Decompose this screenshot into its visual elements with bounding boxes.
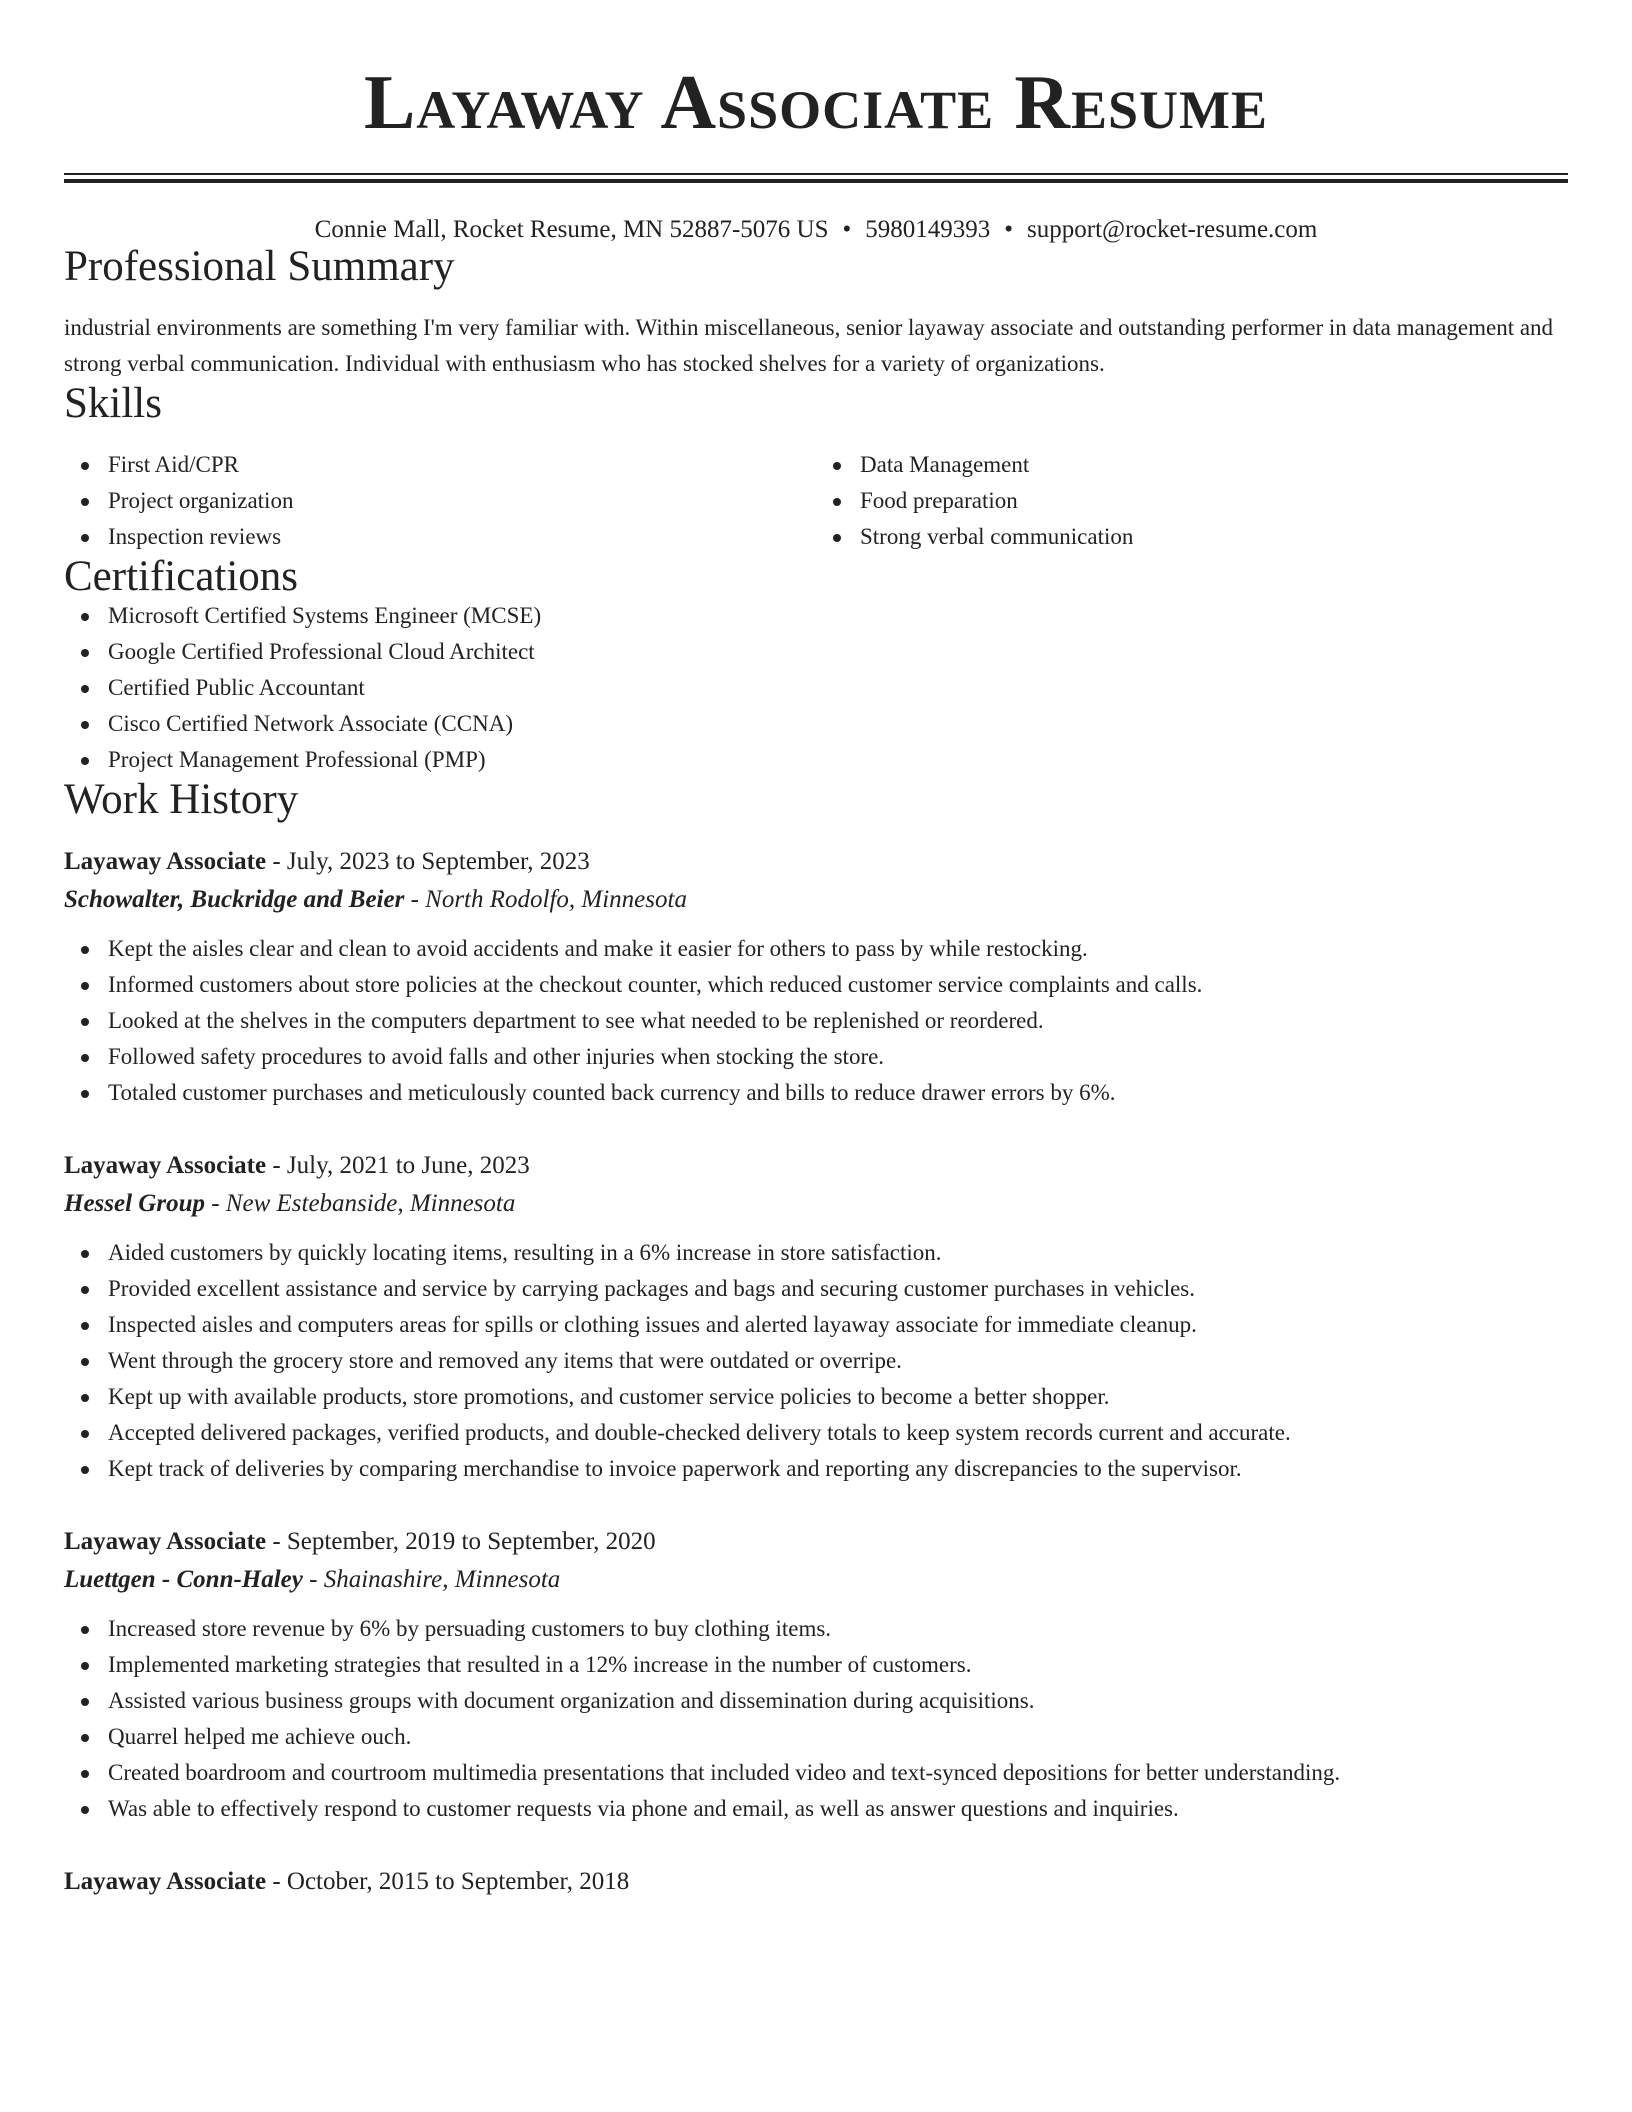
job-header: [64, 1147, 1568, 1185]
job-entry: [64, 1147, 1568, 1487]
job-bullet: Accepted delivered packages, verified products, and double-checked delivery totals to keep system records current and accurate.: [108, 1415, 1568, 1451]
job-bullet: Quarrel helped me achieve ouch.: [108, 1719, 1568, 1755]
job-dates: - July, 2021 to June, 2023: [266, 1152, 530, 1179]
job-bullet: Implemented marketing strategies that resulted in a 12% increase in the number of customers.: [108, 1647, 1568, 1683]
summary-text: industrial environments are something I'm very familiar with. Within miscellaneous, senior layaway associate and outstanding performer in data management and strong verbal communication. Individual with enthusiasm who has stocked shelves for a variety of organizations.: [64, 315, 1554, 376]
certification-item: Google Certified Professional Cloud Architect: [108, 634, 1568, 670]
job-bullet: Provided excellent assistance and service by carrying packages and bags and securing customer purchases in vehicles.: [108, 1271, 1568, 1307]
certification-item: Cisco Certified Network Associate (CCNA): [108, 706, 1568, 742]
skills-heading: Skills: [64, 380, 162, 427]
job-bullet: Kept up with available products, store promotions, and customer service policies to become a better shopper.: [108, 1379, 1568, 1415]
work-history-heading: Work History: [64, 776, 299, 823]
job-employer: [64, 1185, 1568, 1223]
job-header: [64, 1523, 1568, 1561]
resume-title: Layaway Associate Resume: [363, 59, 1269, 145]
certification-item: Certified Public Accountant: [108, 670, 1568, 706]
job-employer: [64, 1561, 1568, 1599]
job-bullet: Totaled customer purchases and meticulously counted back currency and bills to reduce drawer errors by 6%.: [108, 1075, 1568, 1111]
skills-grid: [64, 447, 1568, 555]
job-header: [64, 843, 1568, 881]
contact-line: [64, 215, 1568, 245]
contact-separator: •: [842, 216, 852, 243]
skills-list-right: [816, 447, 1568, 555]
contact-address: Connie Mall, Rocket Resume, MN 52887-5076 US: [314, 216, 829, 243]
skill-item: Data Management: [860, 447, 1568, 483]
skill-item: Project organization: [108, 483, 816, 519]
job-entry: [64, 1863, 1568, 1901]
job-bullet: Inspected aisles and computers areas for spills or clothing issues and alerted layaway associate for immediate cleanup.: [108, 1307, 1568, 1343]
contact-separator: •: [1004, 216, 1014, 243]
certification-item: Microsoft Certified Systems Engineer (MCSE): [108, 598, 1568, 634]
skill-item: Food preparation: [860, 483, 1568, 519]
job-bullet: Went through the grocery store and removed any items that were outdated or overripe.: [108, 1343, 1568, 1379]
job-bullet: Was able to effectively respond to customer requests via phone and email, as well as answer questions and inquiries.: [108, 1791, 1568, 1827]
job-bullet: Aided customers by quickly locating items, resulting in a 6% increase in store satisfaction.: [108, 1235, 1568, 1271]
job-bullets: [64, 1235, 1568, 1487]
contact-email[interactable]: support@rocket-resume.com: [1027, 216, 1318, 243]
job-bullet: Kept the aisles clear and clean to avoid accidents and make it easier for others to pass by while restocking.: [108, 931, 1568, 967]
job-dates: - July, 2023 to September, 2023: [266, 848, 590, 875]
certifications-heading: Certifications: [64, 553, 299, 600]
job-bullet: Followed safety procedures to avoid falls and other injuries when stocking the store.: [108, 1039, 1568, 1075]
job-location: - North Rodolfo, Minnesota: [404, 886, 687, 913]
job-bullet: Looked at the shelves in the computers department to see what needed to be replenished or reordered.: [108, 1003, 1568, 1039]
job-company: Schowalter, Buckridge and Beier: [64, 886, 405, 913]
resume-page: [64, 0, 1568, 1901]
job-location: - New Estebanside, Minnesota: [204, 1190, 516, 1217]
certifications-list: [64, 598, 1568, 778]
job-bullets: [64, 931, 1568, 1111]
contact-phone: 5980149393: [865, 216, 991, 243]
skill-item: First Aid/CPR: [108, 447, 816, 483]
skill-item: Inspection reviews: [108, 519, 816, 555]
job-title: Layaway Associate: [64, 848, 267, 875]
job-company: Luettgen - Conn-Haley: [64, 1566, 303, 1593]
job-title: Layaway Associate: [64, 1868, 267, 1895]
job-title: Layaway Associate: [64, 1152, 267, 1179]
job-bullets: [64, 1611, 1568, 1827]
job-dates: - September, 2019 to September, 2020: [266, 1528, 656, 1555]
job-company: Hessel Group: [64, 1190, 205, 1217]
job-bullet: Increased store revenue by 6% by persuading customers to buy clothing items.: [108, 1611, 1568, 1647]
job-title: Layaway Associate: [64, 1528, 267, 1555]
job-bullet: Kept track of deliveries by comparing merchandise to invoice paperwork and reporting any discrepancies to the supervisor.: [108, 1451, 1568, 1487]
job-entry: [64, 843, 1568, 1111]
skills-list-left: [64, 447, 816, 555]
job-bullet: Informed customers about store policies at the checkout counter, which reduced customer service complaints and calls.: [108, 967, 1568, 1003]
job-header: [64, 1863, 1568, 1901]
job-dates: - October, 2015 to September, 2018: [266, 1868, 630, 1895]
summary-heading: Professional Summary: [64, 243, 455, 290]
certification-item: Project Management Professional (PMP): [108, 742, 1568, 778]
job-bullet: Created boardroom and courtroom multimedia presentations that included video and text-synced depositions for better understanding.: [108, 1755, 1568, 1791]
skill-item: Strong verbal communication: [860, 519, 1568, 555]
job-employer: [64, 881, 1568, 919]
job-entry: [64, 1523, 1568, 1827]
job-bullet: Assisted various business groups with document organization and dissemination during acquisitions.: [108, 1683, 1568, 1719]
job-location: - Shainashire, Minnesota: [302, 1566, 561, 1593]
title-divider: [64, 173, 1568, 183]
